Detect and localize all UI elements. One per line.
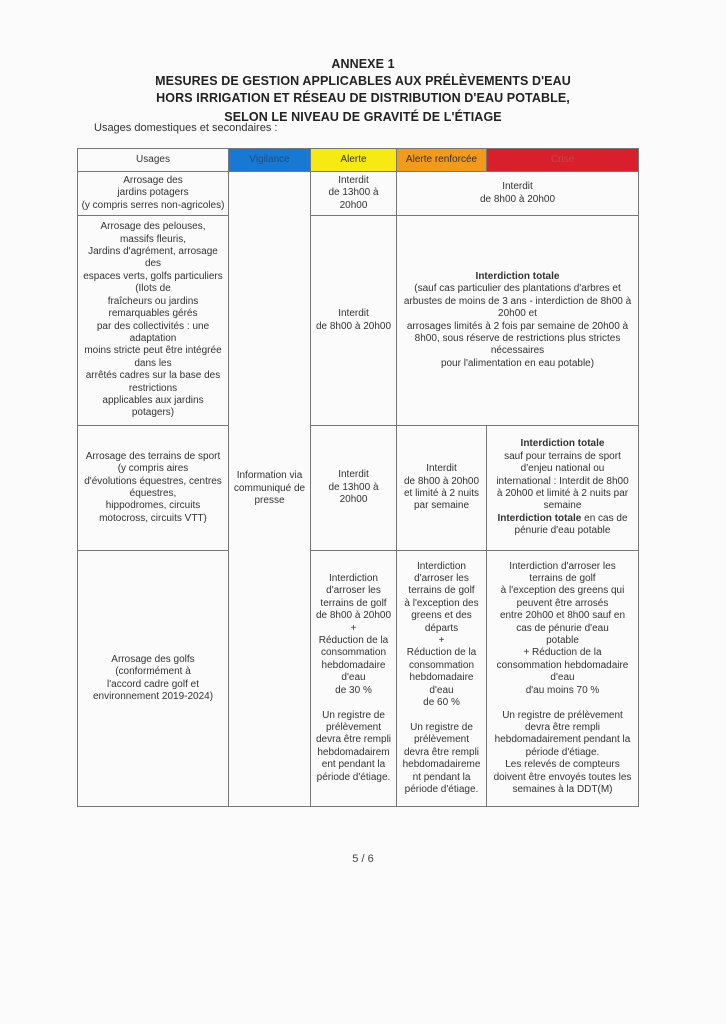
measures-table [77, 148, 639, 807]
alerte-terrains-sport: Interdit de 13h00 à 20h00 [311, 426, 397, 551]
vigilance-information: Information via communiqué de presse [229, 172, 311, 807]
header-alerte-renforcee: Alerte renforcée [397, 149, 487, 172]
penurie-text: en cas de pénurie d'eau potable [514, 512, 628, 537]
renforcee-crise-jardins-potagers: Interdit de 8h00 à 20h00 [397, 172, 639, 216]
interdiction-totale-label-2: Interdiction totale [497, 512, 582, 524]
header-crise: Crise [487, 149, 639, 172]
title-line-1: MESURES DE GESTION APPLICABLES AUX PRÉLÈVEMENTS D'EAU [155, 74, 571, 88]
interdiction-totale-label: Interdiction totale [520, 438, 605, 450]
page-number: 5 / 6 [352, 853, 374, 865]
table-row [78, 216, 639, 426]
renforcee-crise-pelouses [397, 216, 639, 426]
pelouses-exception-text: (sauf cas particulier des plantations d'arbres et arbustes de moins de 3 ans - interdiction de 8h00 à 20h00 et arrosages limités à 2 fois par semaine de 20h00 à 8h00, sous réserve de restrictions plus strictes nécessaires pour l'alimentation en eau potable) [403, 283, 632, 369]
title-line-3: SELON LE NIVEAU DE GRAVITÉ DE L'ÉTIAGE [224, 110, 502, 124]
alerte-jardins-potagers: Interdit de 13h00 à 20h00 [311, 172, 397, 216]
usage-terrains-sport: Arrosage des terrains de sport (y compris aires d'évolutions équestres, centres équestres, hippodromes, circuits motocross, circuits VTT) [78, 426, 229, 551]
renforcee-terrains-sport: Interdit de 8h00 à 20h00 et limité à 2 nuits par semaine [397, 426, 487, 551]
table-row [78, 426, 639, 551]
alerte-pelouses: Interdit de 8h00 à 20h00 [311, 216, 397, 426]
table-header-row [78, 149, 639, 172]
title-block [0, 56, 726, 126]
renforcee-golfs: Interdiction d'arroser les terrains de golf à l'exception des greens et des départs + Réduction de la consommation hebdomadaire d'eau de 60 % Un registre de prélèvement devra être rempli hebdomadaireme nt pendant la période d'étiage. [397, 551, 487, 807]
title-line-2: HORS IRRIGATION ET RÉSEAU DE DISTRIBUTION D'EAU POTABLE, [156, 91, 570, 105]
header-alerte: Alerte [311, 149, 397, 172]
subtitle: Usages domestiques et secondaires : [94, 122, 278, 134]
usage-golfs: Arrosage des golfs (conformément à l'accord cadre golf et environnement 2019-2024) [78, 551, 229, 807]
usage-pelouses: Arrosage des pelouses, massifs fleuris, Jardins d'agrément, arrosage des espaces verts, golfs particuliers (Ilots de fraîcheurs ou jardins remarquables gérés par des collectivités : une adaptation moins stricte peut être intégrée dans les arrêtés cadres sur la base des restrictions applicables aux jardins potagers) [78, 216, 229, 426]
table-row [78, 172, 639, 216]
crise-terrains-sport [487, 426, 639, 551]
interdiction-totale-label: Interdiction totale [475, 270, 560, 282]
terrains-sport-exception-text: sauf pour terrains de sport d'enjeu national ou international : Interdit de 8h00 à 20h00 et limité à 2 nuits par semaine [496, 450, 629, 512]
table-row [78, 551, 639, 807]
crise-golfs: Interdiction d'arroser les terrains de golf à l'exception des greens qui peuvent être arrosés entre 20h00 et 8h00 sauf en cas de pénurie d'eau potable + Réduction de la consommation hebdomadaire d'eau d'au moins 70 % Un registre de prélèvement devra être rempli hebdomadairement pendant la période d'étiage. Les relevés de compteurs doivent être envoyés toutes les semaines à la DDT(M) [487, 551, 639, 807]
header-usages: Usages [78, 149, 229, 172]
annex-title: ANNEXE 1 [331, 57, 395, 71]
alerte-golfs: Interdiction d'arroser les terrains de golf de 8h00 à 20h00 + Réduction de la consommation hebdomadaire d'eau de 30 % Un registre de prélèvement devra être rempli hebdomadairem ent pendant la période d'étiage. [311, 551, 397, 807]
usage-jardins-potagers: Arrosage des jardins potagers (y compris serres non-agricoles) [78, 172, 229, 216]
header-vigilance: Vigilance [229, 149, 311, 172]
